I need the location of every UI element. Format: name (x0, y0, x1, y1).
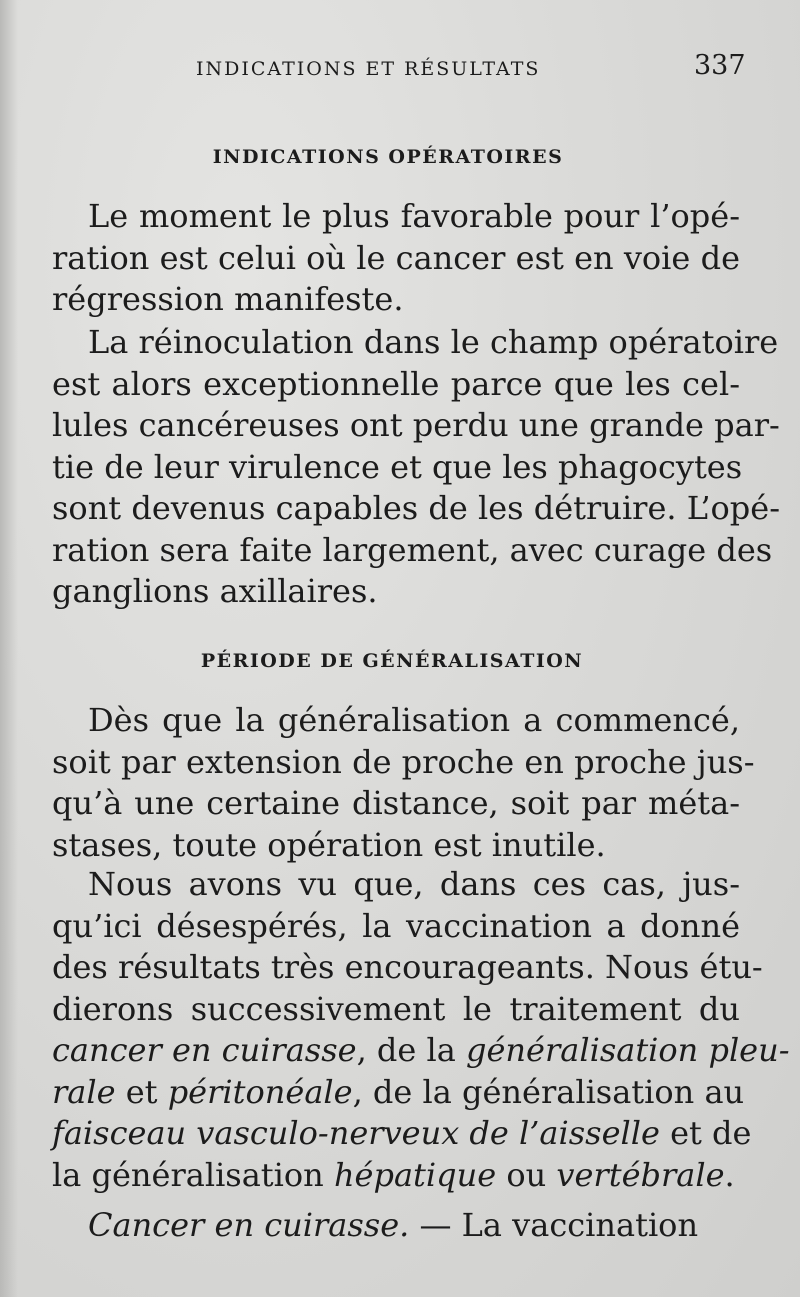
text-line: ganglions axillaires. (52, 572, 378, 610)
text-run: . (724, 1155, 735, 1194)
text-line: lules cancéreuses ont perdu une grande par- (52, 406, 780, 444)
text-line: soit par extension de proche en proche jus- (52, 742, 755, 781)
text-line: ration sera faite largement, avec curage des (52, 530, 773, 569)
section-title-indications: INDICATIONS OPÉRATOIRES (212, 146, 564, 168)
page-spine-shadow (0, 0, 18, 1297)
text-line: dierons successivement le traitement du (52, 989, 740, 1028)
paragraph-reinoculation (52, 322, 780, 613)
paragraph-moment (52, 196, 740, 321)
text-line: qu’ici désespérés, la vaccination a donné (52, 906, 740, 945)
text-line: tie de leur virulence et que les phagocytes (52, 447, 743, 486)
text-line (52, 1155, 740, 1197)
paragraph-generalisation (52, 700, 755, 866)
text-line (52, 1205, 740, 1247)
text-run: ou (496, 1155, 557, 1194)
running-head: INDICATIONS ET RÉSULTATS (196, 58, 541, 80)
section-title-generalisation: PÉRIODE DE GÉNÉRALISATION (200, 650, 584, 672)
text-line: qu’à une certaine distance, soit par méta- (52, 784, 740, 822)
paragraph-vaccination (52, 864, 790, 1196)
page-header (0, 50, 800, 84)
text-run: et de (659, 1114, 752, 1152)
page-number: 337 (694, 50, 746, 81)
italic-text: rale (52, 1072, 116, 1111)
text-line: Dès que la généralisation a commencé, (88, 701, 740, 739)
text-line: stases, toute opération est inutile. (52, 825, 606, 864)
text-line (52, 1113, 752, 1155)
text-line: régression manifeste. (52, 280, 404, 318)
text-line (52, 1030, 790, 1072)
text-run: , de la (356, 1031, 466, 1069)
text-line: Nous avons vu que, dans ces cas, jus- (88, 865, 740, 903)
italic-text: Cancer en cuirasse. (88, 1206, 410, 1244)
text-run: la généralisation (52, 1155, 334, 1194)
text-line: La réinoculation dans le champ opératoire (88, 323, 779, 361)
text-line: est alors exceptionnelle parce que les cel- (52, 364, 740, 403)
text-line: Le moment le plus favorable pour l’opé- (88, 197, 740, 235)
text-line (52, 1072, 745, 1114)
text-line: sont devenus capables de les détruire. L’opé- (52, 489, 780, 527)
text-line: des résultats très encourageants. Nous étu- (52, 948, 763, 986)
italic-text: cancer en cuirasse (52, 1031, 357, 1069)
text-run: — La vaccination (409, 1206, 699, 1244)
paragraph-cancer-cuirasse (52, 1205, 740, 1247)
italic-text: hépatique (333, 1155, 497, 1194)
italic-text: péritonéale (167, 1072, 353, 1111)
italic-text: généralisation pleu- (466, 1031, 790, 1069)
text-run: , de la généralisation au (352, 1072, 745, 1111)
text-line: ration est celui où le cancer est en voie de (52, 238, 740, 277)
italic-text: vertébrale (556, 1155, 725, 1194)
italic-text: faisceau vasculo-nerveux de l’aisselle (52, 1114, 660, 1152)
text-run: et (115, 1072, 168, 1111)
